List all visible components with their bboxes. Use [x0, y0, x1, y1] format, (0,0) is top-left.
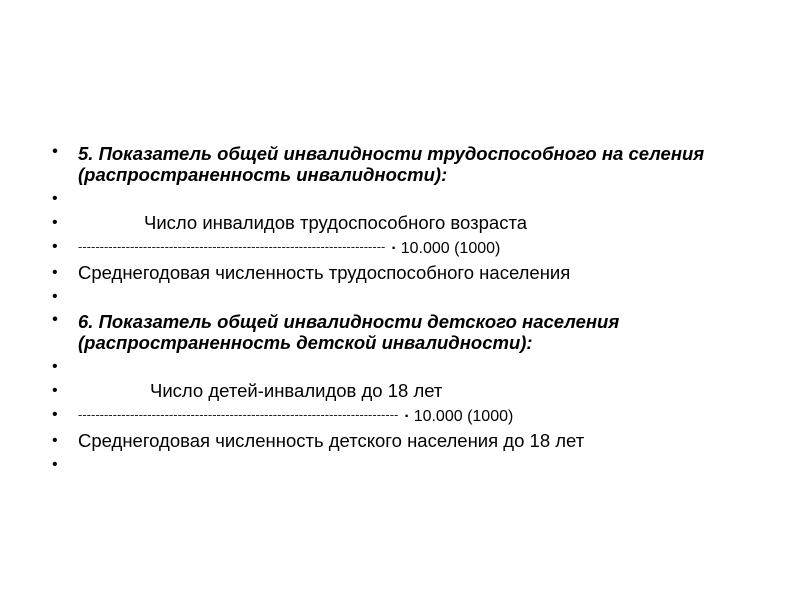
fraction-line	[52, 403, 772, 429]
multiply-sign: ·	[404, 408, 410, 425]
numerator-text: Число детей-инвалидов до 18 лет	[150, 380, 443, 401]
heading-number: 5.	[78, 143, 94, 164]
heading-indicator-5	[52, 141, 772, 187]
heading-indicator-6	[52, 309, 772, 355]
numerator-text: Число инвалидов трудоспособного возраста	[144, 212, 527, 233]
empty-bullet	[52, 187, 772, 211]
fraction-bar: -----------------------------------------------------------------------	[78, 239, 386, 254]
multiply-sign: ·	[391, 240, 397, 257]
numerator-line	[52, 379, 772, 403]
denominator-line	[52, 429, 772, 453]
heading-text: Показатель общей инвалидности детского населения (распространенность детской инвалидности):	[78, 311, 620, 353]
multiplier-value: 10.000 (1000)	[400, 240, 501, 257]
multiplier	[385, 240, 500, 257]
bullet-list	[52, 141, 772, 477]
heading-number: 6.	[78, 311, 94, 332]
fraction-line	[52, 235, 772, 261]
empty-bullet	[52, 285, 772, 309]
multiplier	[398, 408, 513, 425]
heading-text: Показатель общей инвалидности трудоспособного на селения (распространенность инвалидности):	[78, 143, 705, 185]
fraction-bar: --------------------------------------------------------------------------	[78, 407, 399, 422]
empty-bullet	[52, 453, 772, 477]
denominator-text: Среднегодовая численность детского населения до 18 лет	[78, 430, 585, 451]
numerator-line	[52, 211, 772, 235]
empty-bullet	[52, 355, 772, 379]
denominator-text: Среднегодовая численность трудоспособного населения	[78, 262, 571, 283]
multiplier-value: 10.000 (1000)	[413, 408, 514, 425]
denominator-line	[52, 261, 772, 285]
